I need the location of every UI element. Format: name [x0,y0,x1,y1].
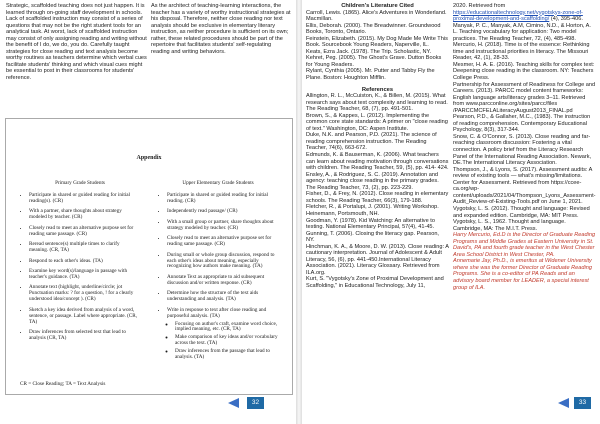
right-column-text [151,3,291,55]
reference [453,3,596,23]
left-column-text [6,3,148,82]
list-item: • Participate in shared or guided reading for initial reading(s). (CR) [29,193,140,205]
primary-grade-title: Primary Grade Students [55,180,105,186]
upper-grade-list [158,193,278,361]
citation: Keats, Ezra Jack. (1978). The Trip. Scholastic, NY. [306,48,432,55]
reference: Goodman, Y. (1978). Kid Watching: An alternative to testing. National Elementary Principal, 57(4), 41-45. [306,217,435,231]
reference: Kurt, S. "Vygotsky's Zone of Proximal Development and Scaffolding," in Educational Technology, July 11, [306,276,444,289]
list-item: • Participate in shared or guided reading for initial reading. (CR) [167,193,278,205]
reference: Pearson, P.D., & Gallaher, M.C., (1983). The instruction of reading comprehension. Contemporary Educational Psychology, 8(3), 317-344. [453,114,591,134]
appendix-footnote: CR = Close Reading; TA = Text Analysis [20,381,106,387]
page-number: 32 [247,397,264,409]
sub-list [167,322,278,361]
reference: Gunning, T. (2006). Closing the literacy gap. Pearson, NY. [306,230,439,244]
list-item [167,308,278,361]
reference-text: 2020. Retrieved from [453,3,506,9]
primary-grade-column [20,181,140,346]
references-heading: References [361,86,394,93]
list-item: • During small or whole group discussion, respond to each other's ideas about meaning, especially recognizing how authors make meaning. (TA) [167,253,278,271]
right-page [302,0,600,424]
reference: Manyak, P. C., Manyak, A.M, Cimino, N.D., & Horton, A. L. Teaching vocabulary for application: Two model practices. The Reading Teacher, 72, (4), 485-498. [453,22,591,42]
reference: Fisher, D., & Frey, N. (2012). Close reading in elementary schools. The Reading Teacher, 66(3), 179-188. [306,191,449,204]
citation: Feinstein, Elizabeth. (2015). My Dog Made Me Write This Book. Sourcebook Young Readers, Naperville, IL. [306,35,448,49]
left-arrow-icon[interactable] [558,398,569,408]
reference: Edmunds, K. & Bauserman, K. (2006). What teachers can learn about reading motivation through conversations with children. The Reading Teacher, 59, (5), pp. 414- 424. [306,152,449,172]
list-item: • Annotate text (highlight, underline/circle; jot Punctuation marks: ? for a question, ! for a clearly understood idea/concept ). (CR) [29,285,140,303]
list-item: • Respond to each other's ideas. (TA) [29,259,140,265]
sub-list-item: ◦ Draw inferences from the passage that lead to analysis. (TA) [175,349,278,361]
list-item: • Independently read passage/ (CR) [167,209,278,215]
childrens-literature-heading: Children's Literature Cited [341,3,414,9]
reference: Mesmer, H. A. E. (2016). Teaching skills for complex text: Deepening close reading in the classroom. NY: Teachers College Press. [453,61,595,82]
reference: Fletcher, R., & Portalupi, J. (2001). Writing Workshop. Heinemann, Portsmouth, NH. [306,204,439,217]
appendix-title: Appendix [136,155,162,161]
reference: Mercurio, H. (2018). Time is of the essence: Rethinking time and instructional priorities in literacy. The Missouri Reader, 42, (1), 28-33. [453,42,590,62]
list-item: • Determine how the structure of the text aids understanding and analysis. (TA) [167,291,278,303]
reference: Snow, C. & O'Connor, S. (2013). Close reading and far-reaching classroom discussion: Fostering a vital connection. A policy brief from the Literacy Research Panel of the International Reading Association. Newark, DE.The International Literacy Association. [453,133,592,167]
reference: Duke, N.K. and Pearson, P.D. (2021). The science of reading comprehension instruction. The Reading Teacher, 74(6), 663-672. [306,132,437,152]
list-item: • Examine key word(s)/language in passage with teacher's guidance. (TA) [29,269,140,281]
list-item: • With a small group or partner, share thoughts about strategy modeled by teacher. (CR) [167,220,278,232]
reference: Partnership for Assessment of Readiness for College and Careers. (2013). PARCC model content frameworks: English language arts/literacy grades 3–11. Retrieved from www.parcconline.org/sites/parcc/files /PARCCMCFELALiteracyAugust2013_FINAL.pd [453,81,596,114]
citation: Ellis, Deborah. (2000). The Breadwinner. Groundwood Books, Toronto, Ontario. [306,22,441,36]
body-paragraph: Strategic, scaffolded teaching does not just happen. It is learned through on-going staff development in schools. Lack of scaffolded instruction may consist of a series of questions that may not be the right student tools for an analytical task. At worst, lack of scaffolded instruction may consist of only assigning reading and writing without the benefit of I do, we do, you do. Carefully taught strategies for close reading and text analysis become worthy routines as teachers determine which verbal cues facilitate students' thinking and which visual cues might be essential to post in their classrooms for students' reference. [6,3,147,82]
left-page [0,0,296,424]
list-item: • Closely read to meet an alternative purpose set for reading same passage. (CR) [29,226,140,238]
citation: Kehret, Peg. (2005). The Ghost's Grave. Dutton Books for Young Readers. [306,55,442,68]
sub-list-item: ◦ Focusing on author's craft, examine word choice, implied meaning, etc. (CR, TA) [175,322,278,334]
reference-text: (4), 395-406. [550,16,583,23]
primary-grade-list [20,193,140,342]
references-column-left [306,3,449,290]
reference-link[interactable]: https://educationaltechnology.net/vygotskys-zone-of-proximal-development-and-scaffolding/ [453,9,583,23]
list-item-text: Write in response to text after close reading and purposeful analysis. (TA) [167,306,267,319]
author-bio: Annemarie Jay, Ph.D., is emeritus at Widener University where she was the former Director of Graduate Reading Programs. She is a co-editor of PA Reads and an advisory board member for LEADER, a special interest group of ILA. [453,258,592,291]
left-arrow-icon[interactable] [228,398,239,408]
reference: Hinchman, K. A., & Moore, D. W. (2013). Close reading: A cautionary interpretation. Journal of Adolescent & Adult Literacy, 56, (6), pp. 441-450.International Literacy Association. (2021). Literacy Glossary. Retrieved from ILA.org. [306,243,449,276]
citation: Rylant, Cynthia (2005). Mr. Putter and Tabby Fly the Plane. Boston: Houghton Mifflin. [306,68,435,82]
reference: Vygotsky, L. S., 1962. Thought and language. Cambridge, MA: The M.I.T. Press. [453,219,566,232]
sub-list-item: ◦ Make comparison of key ideas and/or vocabulary across the text. (TA) [175,335,278,347]
list-item: • Closely read to meet an alternative purpose set for reading same passage. (CR) [167,236,278,248]
list-item: • Draw inferences from selected text that lead to analysis (CR, TA) [29,330,140,342]
citation: Carroll, Lewis. (1865). Alice's Adventures in Wonderland. Macmillan. [306,9,447,23]
reference: Vygotsky, L. S. (2012). Thought and language: Revised and expanded edition. Cambridge, MA: MIT Press. [453,205,590,219]
list-item: • Reread sentence(s) multiple times to clarify meaning. (CR, TA) [29,242,140,254]
page-number: 33 [574,397,591,409]
appendix-box [5,118,293,395]
reference: Brown, S., & Kappes, L. (2012). Implementing the common core state standards: A primer on "close reading of text." Washington, DC: Aspen Institute. [306,112,448,132]
upper-grade-column [158,181,278,366]
reference: Ensley, A., & Rodriguez, S. C. (2019). Annotation and agency: teaching close reading in the primary grades. The Reading Teacher, 73, (2), pp. 223-229. [306,171,439,191]
list-item: • With a partner, share thoughts about strategy modeled by teacher. (CR) [29,209,140,221]
reference: Thompson, J., & Lyons, S. (2017). Assessment audits: A review of existing tools — what's missing/limitations. Center for Assessment. Retrieved from https://ccee-ca.org/wp-content/uploads/2021/04/Thompson_Lyons_Assessment-Audit_Review-of-Existing-Tools.pdf on June 1, 2021. [453,166,596,206]
list-item: • Sketch a key idea derived from analysis of a word, sentence, or passage. Label where appropriate. (CR, TA) [29,308,140,326]
reference: Allington, R. L., McCuiston, K., & Billen, M. (2015). What research says about text complexity and learning to read. The Reading Teacher, 68, (7), pp. 491-501. [306,93,448,113]
upper-grade-title: Upper Elementary Grade Students [182,180,254,186]
list-item: • Annotate Text as appropriate to aid subsequent discussion and/or written response. (CR) [167,275,278,287]
references-column-right [453,3,596,291]
body-paragraph: As the architect of teaching-learning interactions, the teacher has a variety of worthy instructional strategies at his disposal. Therefore, neither close reading nor text analysis should be exclusive in elementary literary instruction, as neither procedure is sufficient on its own; rather, these related procedures should be part of the repertoire that facilitates students' self-regulating reading and writing behaviors. [151,3,291,55]
author-bio: Harry Mercurio, Ed.D is the Director of Graduate Reading Programs and Middle Grades at Eastern University in St. David's, PA and fourth grade teacher in the West Chester Area School District in West Chester, PA. [453,232,596,258]
